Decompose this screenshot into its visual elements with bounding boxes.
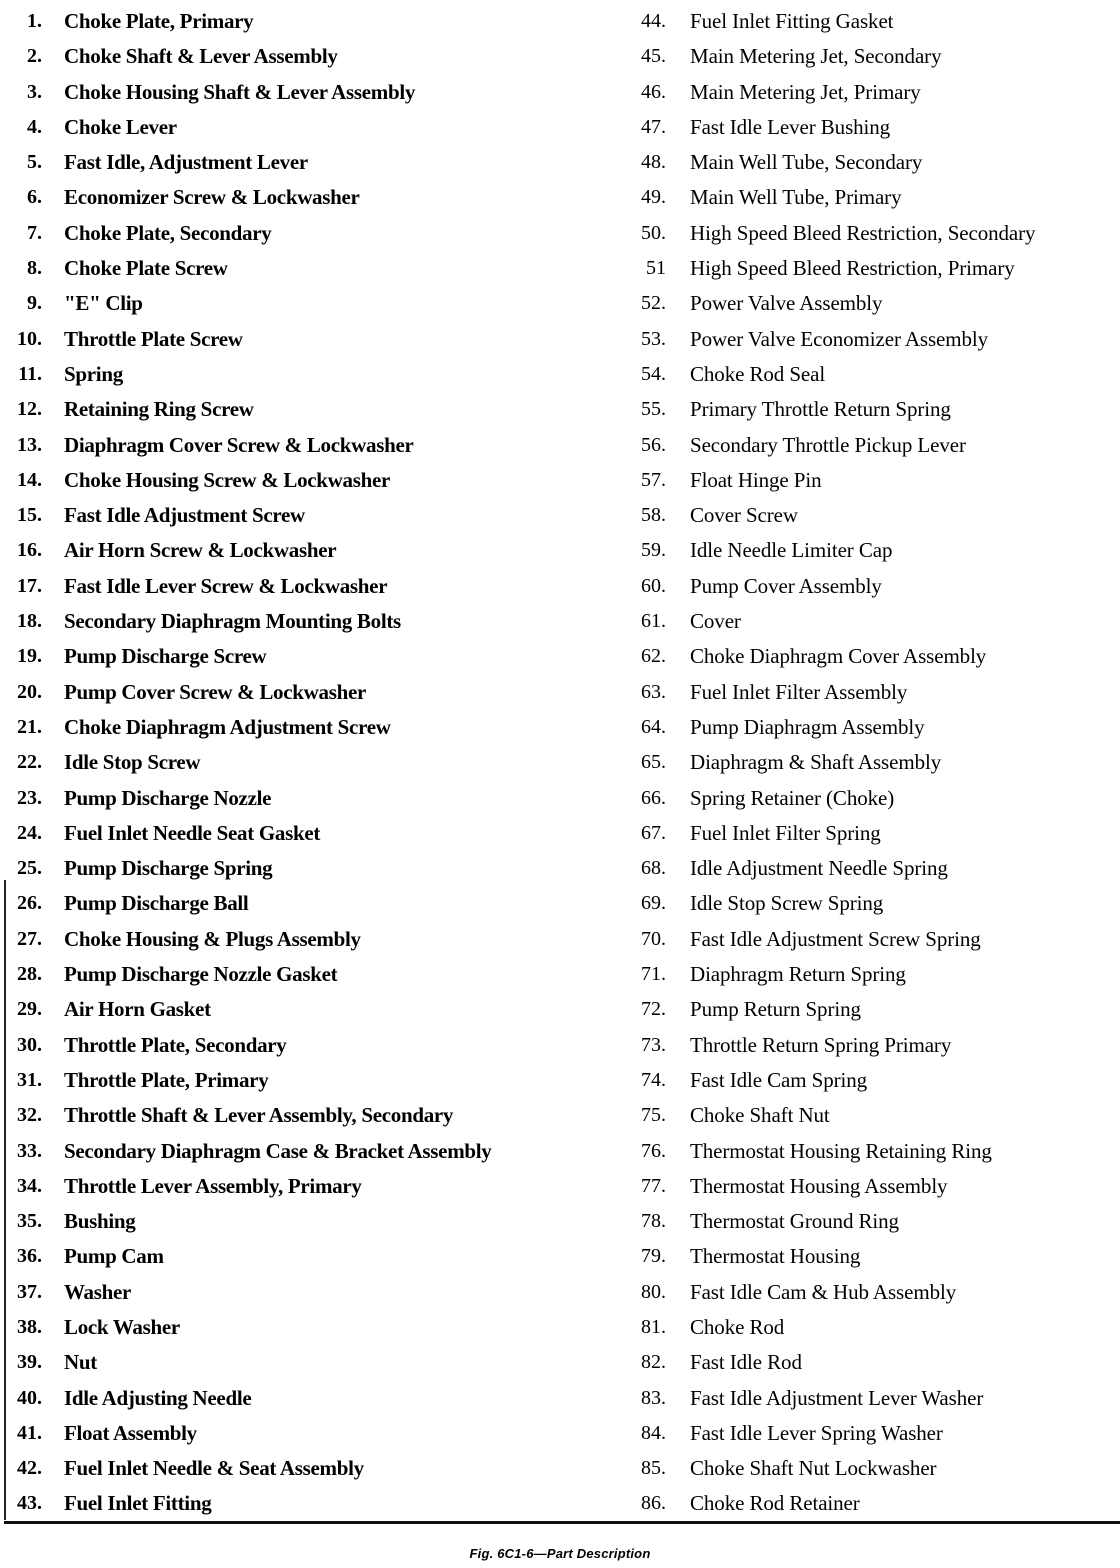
part-name: Thermostat Housing	[690, 1244, 861, 1269]
list-item	[628, 1381, 1120, 1416]
list-item	[0, 1063, 612, 1098]
list-item	[0, 357, 612, 392]
part-name: Idle Stop Screw Spring	[690, 891, 884, 916]
part-number: 31.	[17, 1068, 42, 1091]
part-number: 7.	[27, 221, 42, 244]
part-number: 80.	[641, 1280, 666, 1303]
part-number: 17.	[17, 574, 42, 597]
list-item	[0, 1486, 612, 1521]
part-number: 12.	[17, 398, 42, 421]
part-name: Choke Rod Retainer	[690, 1491, 860, 1516]
part-number: 18.	[17, 610, 42, 633]
part-name: Spring Retainer (Choke)	[690, 785, 895, 810]
part-number: 57.	[641, 468, 666, 491]
figure-caption: Fig. 6C1-6—Part Description	[469, 1546, 651, 1561]
part-name: Choke Housing & Plugs Assembly	[64, 926, 361, 951]
part-number: 1.	[27, 10, 42, 32]
part-name: Throttle Lever Assembly, Primary	[64, 1173, 362, 1198]
list-item	[628, 1416, 1120, 1451]
list-item	[628, 922, 1120, 957]
part-name: Diaphragm & Shaft Assembly	[690, 750, 942, 775]
part-name: Fast Idle Lever Spring Washer	[690, 1420, 943, 1445]
list-item	[628, 675, 1120, 710]
list-item	[0, 851, 612, 886]
part-name: Choke Shaft & Lever Assembly	[64, 44, 338, 69]
list-item	[0, 1451, 612, 1486]
list-item	[628, 357, 1120, 392]
part-number: 53.	[641, 327, 666, 350]
part-name: Fuel Inlet Needle & Seat Assembly	[64, 1456, 364, 1481]
part-name: Choke Plate Screw	[64, 256, 228, 281]
list-item	[628, 322, 1120, 357]
part-name: Choke Rod	[690, 1314, 785, 1339]
part-number: 8.	[27, 257, 42, 280]
list-item	[628, 1345, 1120, 1380]
part-name: Pump Discharge Spring	[64, 856, 273, 881]
list-item	[0, 1134, 612, 1169]
part-number: 59.	[641, 539, 666, 562]
part-name: Choke Plate, Primary	[64, 9, 254, 33]
part-name: Air Horn Screw & Lockwasher	[64, 538, 337, 563]
part-name: Economizer Screw & Lockwasher	[64, 185, 360, 210]
part-name: Idle Adjustment Needle Spring	[690, 856, 948, 881]
part-name: Main Well Tube, Secondary	[690, 150, 923, 175]
part-name: Idle Stop Screw	[64, 750, 201, 775]
list-item	[628, 110, 1120, 145]
part-name: Pump Cam	[64, 1244, 164, 1269]
part-number: 40.	[17, 1386, 42, 1409]
part-name: Choke Diaphragm Adjustment Screw	[64, 714, 391, 739]
list-item	[0, 463, 612, 498]
part-name: Bushing	[64, 1209, 136, 1234]
part-name: Fuel Inlet Filter Spring	[690, 820, 881, 845]
part-number: 83.	[641, 1386, 666, 1409]
part-number: 82.	[641, 1351, 666, 1374]
part-number: 79.	[641, 1245, 666, 1268]
list-item	[0, 1204, 612, 1239]
part-number: 49.	[641, 186, 666, 209]
part-number: 76.	[641, 1139, 666, 1162]
part-name: "E" Clip	[64, 291, 143, 316]
part-name: Primary Throttle Return Spring	[690, 397, 951, 422]
part-number: 50.	[641, 221, 666, 244]
list-item	[628, 992, 1120, 1027]
list-item	[0, 781, 612, 816]
part-number: 44.	[641, 10, 666, 32]
list-item	[628, 39, 1120, 74]
part-number: 45.	[641, 45, 666, 68]
part-number: 56.	[641, 433, 666, 456]
list-item	[628, 1239, 1120, 1274]
part-name: Pump Diaphragm Assembly	[690, 714, 925, 739]
list-item	[0, 286, 612, 321]
part-name: Lock Washer	[64, 1314, 180, 1339]
part-number: 34.	[17, 1174, 42, 1197]
list-item	[0, 1275, 612, 1310]
part-number: 20.	[17, 680, 42, 703]
list-item	[0, 216, 612, 251]
left-margin-rule	[4, 880, 6, 1520]
part-name: Diaphragm Return Spring	[690, 962, 906, 987]
list-item	[628, 216, 1120, 251]
list-item	[628, 886, 1120, 921]
part-number: 67.	[641, 821, 666, 844]
list-item	[628, 145, 1120, 180]
part-name: Fast Idle Cam & Hub Assembly	[690, 1279, 957, 1304]
part-name: Fast Idle Cam Spring	[690, 1067, 868, 1092]
list-item	[628, 1098, 1120, 1133]
list-item	[0, 1098, 612, 1133]
part-number: 26.	[17, 892, 42, 915]
part-number: 61.	[641, 610, 666, 633]
list-item	[0, 1381, 612, 1416]
part-number: 66.	[641, 786, 666, 809]
part-number: 9.	[27, 292, 42, 315]
part-number: 25.	[17, 857, 42, 880]
part-name: Pump Discharge Ball	[64, 891, 249, 916]
part-number: 11.	[18, 362, 42, 385]
list-item	[628, 604, 1120, 639]
part-number: 13.	[17, 433, 42, 456]
part-number: 39.	[17, 1351, 42, 1374]
list-item	[0, 710, 612, 745]
list-item	[0, 39, 612, 74]
list-item	[0, 180, 612, 215]
list-item	[0, 1345, 612, 1380]
part-name: Choke Diaphragm Cover Assembly	[690, 644, 987, 669]
part-number: 19.	[17, 645, 42, 668]
part-name: Fast Idle Lever Bushing	[690, 114, 891, 139]
list-item	[0, 392, 612, 427]
part-number: 37.	[17, 1280, 42, 1303]
list-item	[0, 639, 612, 674]
part-number: 14.	[17, 468, 42, 491]
part-number: 21.	[17, 715, 42, 738]
list-item	[628, 392, 1120, 427]
part-name: Fast Idle Rod	[690, 1350, 802, 1375]
list-item	[628, 1063, 1120, 1098]
list-item	[0, 604, 612, 639]
part-name: Fuel Inlet Fitting Gasket	[690, 9, 894, 33]
part-number: 73.	[641, 1033, 666, 1056]
list-item	[628, 180, 1120, 215]
part-number: 29.	[17, 998, 42, 1021]
part-number: 10.	[17, 327, 42, 350]
part-name: Power Valve Economizer Assembly	[690, 326, 989, 351]
part-number: 4.	[27, 115, 42, 138]
list-item	[628, 1275, 1120, 1310]
list-item	[0, 110, 612, 145]
list-item	[628, 4, 1120, 39]
list-item	[0, 745, 612, 780]
list-item	[0, 886, 612, 921]
list-item	[0, 145, 612, 180]
list-item	[628, 957, 1120, 992]
list-item	[628, 639, 1120, 674]
list-item	[628, 710, 1120, 745]
part-name: High Speed Bleed Restriction, Primary	[690, 256, 1015, 281]
part-name: Throttle Plate, Secondary	[64, 1032, 287, 1057]
list-item	[628, 251, 1120, 286]
part-name: Washer	[64, 1279, 132, 1304]
part-name: Pump Discharge Screw	[64, 644, 267, 669]
list-item	[0, 569, 612, 604]
part-number: 85.	[641, 1457, 666, 1480]
part-number: 72.	[641, 998, 666, 1021]
part-name: Choke Shaft Nut	[690, 1103, 830, 1128]
list-item	[628, 1028, 1120, 1063]
part-number: 47.	[641, 115, 666, 138]
part-number: 77.	[641, 1174, 666, 1197]
part-name: Throttle Return Spring Primary	[690, 1032, 952, 1057]
list-item	[0, 675, 612, 710]
list-item	[0, 498, 612, 533]
part-number: 70.	[641, 927, 666, 950]
part-number: 63.	[641, 680, 666, 703]
part-number: 42.	[17, 1457, 42, 1480]
list-item	[628, 816, 1120, 851]
part-name: Choke Housing Screw & Lockwasher	[64, 467, 391, 492]
list-item	[0, 4, 612, 39]
list-item	[628, 463, 1120, 498]
part-name: Choke Plate, Secondary	[64, 220, 272, 245]
part-name: Cover Screw	[690, 503, 798, 528]
list-item	[0, 1169, 612, 1204]
part-name: Throttle Shaft & Lever Assembly, Secondary	[64, 1103, 454, 1128]
list-item	[0, 922, 612, 957]
list-item	[628, 1310, 1120, 1345]
part-name: Float Assembly	[64, 1420, 197, 1445]
list-item	[628, 569, 1120, 604]
part-number: 54.	[641, 362, 666, 385]
part-number: 68.	[641, 857, 666, 880]
part-number: 15.	[17, 504, 42, 527]
part-name: Secondary Diaphragm Mounting Bolts	[64, 609, 401, 634]
part-number: 75.	[641, 1104, 666, 1127]
list-item	[628, 1204, 1120, 1239]
part-number: 62.	[641, 645, 666, 668]
part-name: Pump Return Spring	[690, 997, 861, 1022]
list-item	[0, 428, 612, 463]
part-name: Fast Idle Adjustment Screw Spring	[690, 926, 981, 951]
part-name: Pump Discharge Nozzle	[64, 785, 272, 810]
part-name: Fast Idle, Adjustment Lever	[64, 150, 308, 175]
list-item	[0, 533, 612, 568]
part-number: 27.	[17, 927, 42, 950]
part-number: 64.	[641, 715, 666, 738]
part-name: Fuel Inlet Fitting	[64, 1491, 212, 1516]
part-name: Choke Rod Seal	[690, 361, 826, 386]
part-name: Fast Idle Adjustment Lever Washer	[690, 1385, 984, 1410]
part-number: 58.	[641, 504, 666, 527]
part-number: 69.	[641, 892, 666, 915]
part-number: 84.	[641, 1421, 666, 1444]
list-item	[628, 1134, 1120, 1169]
part-number: 81.	[641, 1315, 666, 1338]
list-item	[0, 957, 612, 992]
part-name: Secondary Diaphragm Case & Bracket Assembly	[64, 1138, 492, 1163]
part-number: 6.	[27, 186, 42, 209]
part-name: Choke Lever	[64, 114, 177, 139]
part-number: 51	[646, 257, 666, 280]
part-number: 16.	[17, 539, 42, 562]
part-name: Main Well Tube, Primary	[690, 185, 902, 210]
part-name: Choke Shaft Nut Lockwasher	[690, 1456, 937, 1481]
part-number: 78.	[641, 1210, 666, 1233]
list-item	[0, 1239, 612, 1274]
part-name: Retaining Ring Screw	[64, 397, 254, 422]
list-item	[628, 75, 1120, 110]
list-item	[628, 745, 1120, 780]
list-item	[628, 1451, 1120, 1486]
part-number: 36.	[17, 1245, 42, 1268]
part-number: 43.	[17, 1492, 42, 1515]
list-item	[0, 251, 612, 286]
part-name: Secondary Throttle Pickup Lever	[690, 432, 966, 457]
part-number: 86.	[641, 1492, 666, 1515]
list-item	[628, 498, 1120, 533]
part-name: Thermostat Ground Ring	[690, 1209, 899, 1234]
part-number: 48.	[641, 151, 666, 174]
part-name: High Speed Bleed Restriction, Secondary	[690, 220, 1036, 245]
part-name: Idle Needle Limiter Cap	[690, 538, 893, 563]
list-item	[628, 781, 1120, 816]
part-number: 22.	[17, 751, 42, 774]
part-number: 32.	[17, 1104, 42, 1127]
part-number: 3.	[27, 80, 42, 103]
list-item	[628, 1169, 1120, 1204]
parts-list-right	[628, 4, 1120, 1522]
list-item	[0, 1310, 612, 1345]
part-name: Fast Idle Adjustment Screw	[64, 503, 305, 528]
part-name: Power Valve Assembly	[690, 291, 883, 316]
part-name: Idle Adjusting Needle	[64, 1385, 252, 1410]
list-item	[0, 1416, 612, 1451]
part-number: 23.	[17, 786, 42, 809]
part-name: Main Metering Jet, Primary	[690, 79, 921, 104]
part-name: Fuel Inlet Needle Seat Gasket	[64, 820, 321, 845]
part-number: 24.	[17, 821, 42, 844]
part-name: Diaphragm Cover Screw & Lockwasher	[64, 432, 414, 457]
part-number: 52.	[641, 292, 666, 315]
part-name: Pump Discharge Nozzle Gasket	[64, 962, 338, 987]
list-item	[0, 816, 612, 851]
list-item	[0, 75, 612, 110]
list-item	[0, 1028, 612, 1063]
part-number: 2.	[27, 45, 42, 68]
part-name: Thermostat Housing Retaining Ring	[690, 1138, 992, 1163]
part-name: Spring	[64, 361, 123, 386]
list-item	[628, 428, 1120, 463]
list-item	[0, 322, 612, 357]
part-number: 33.	[17, 1139, 42, 1162]
part-number: 5.	[27, 151, 42, 174]
part-name: Cover	[690, 609, 741, 634]
part-name: Fuel Inlet Filter Assembly	[690, 679, 908, 704]
part-name: Float Hinge Pin	[690, 467, 822, 492]
list-item	[0, 992, 612, 1027]
part-name: Throttle Plate, Primary	[64, 1067, 269, 1092]
part-name: Nut	[64, 1350, 97, 1375]
part-number: 74.	[641, 1068, 666, 1091]
part-number: 65.	[641, 751, 666, 774]
part-number: 35.	[17, 1210, 42, 1233]
part-number: 71.	[641, 963, 666, 986]
part-name: Main Metering Jet, Secondary	[690, 44, 942, 69]
part-number: 28.	[17, 963, 42, 986]
part-name: Pump Cover Assembly	[690, 573, 882, 598]
list-item	[628, 286, 1120, 321]
list-item	[628, 533, 1120, 568]
bottom-rule	[4, 1521, 1120, 1524]
part-name: Choke Housing Shaft & Lever Assembly	[64, 79, 416, 104]
part-name: Fast Idle Lever Screw & Lockwasher	[64, 573, 388, 598]
part-number: 60.	[641, 574, 666, 597]
part-number: 30.	[17, 1033, 42, 1056]
list-item	[628, 1486, 1120, 1521]
list-item	[628, 851, 1120, 886]
part-number: 41.	[17, 1421, 42, 1444]
part-name: Air Horn Gasket	[64, 997, 211, 1022]
part-name: Pump Cover Screw & Lockwasher	[64, 679, 366, 704]
part-number: 38.	[17, 1315, 42, 1338]
part-number: 46.	[641, 80, 666, 103]
part-name: Throttle Plate Screw	[64, 326, 243, 351]
parts-list-left	[0, 4, 612, 1522]
part-number: 55.	[641, 398, 666, 421]
part-name: Thermostat Housing Assembly	[690, 1173, 948, 1198]
